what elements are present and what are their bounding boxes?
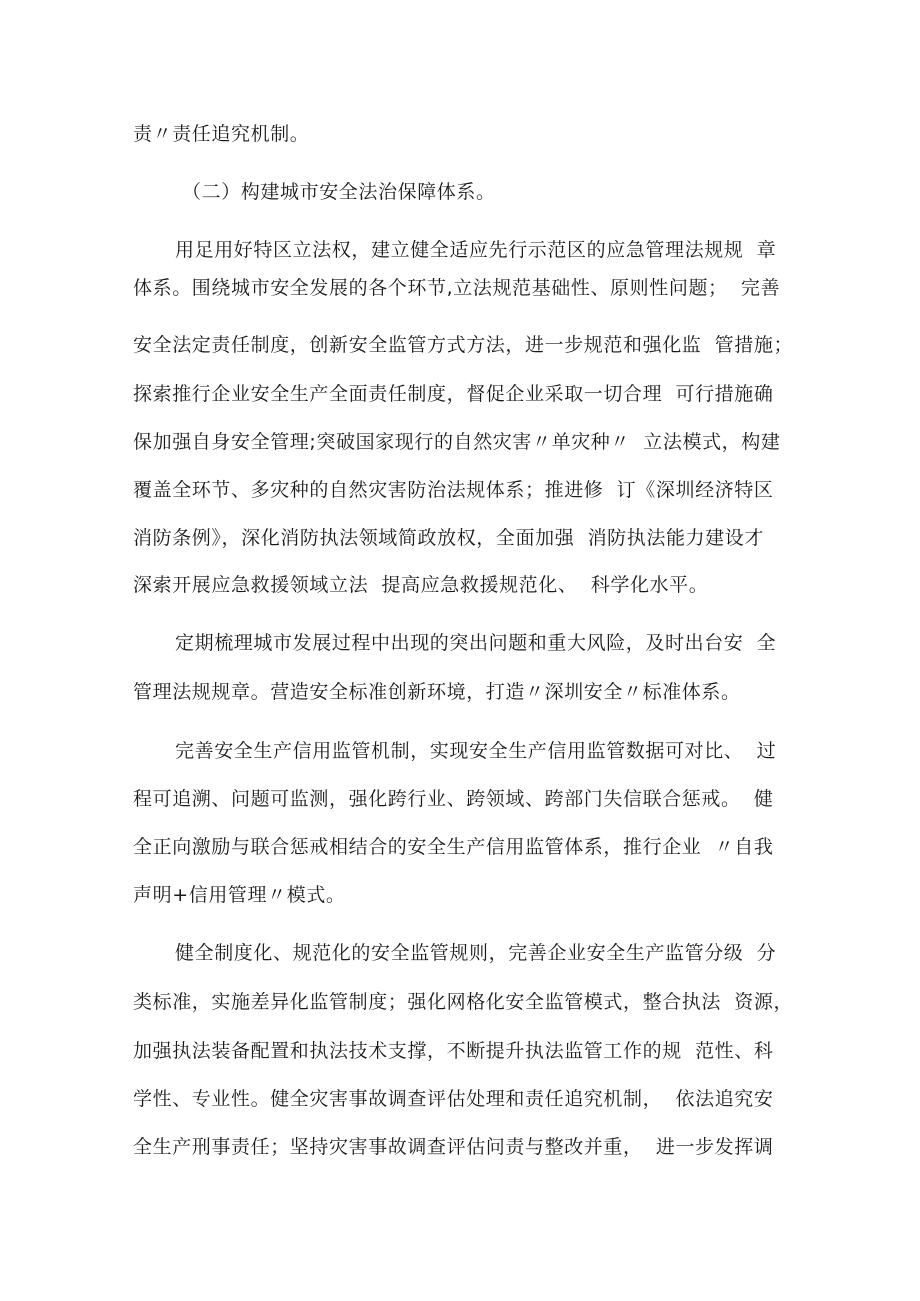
paragraph-line: 用足用好特区立法权，建立健全适应先行示范区的应急管理法规规 章 (175, 239, 777, 261)
paragraph-line: 消防条例》，深化消防执法领域简政放权，全面加强 消防执法能力建设才 (133, 527, 764, 549)
paragraph-line: 完善安全生产信用监管机制，实现安全生产信用监管数据可对比、 过 (175, 740, 777, 762)
paragraph-line: 程可追溯、问题可监测，强化跨行业、跨领域、跨部门失信联合惩戒。 健 (133, 788, 774, 810)
paragraph-line: 全正向激励与联合惩戒相结合的安全生产信用监管体系，推行企业 〃自我 (133, 836, 774, 858)
paragraph-line: 覆盖全环节、多灾种的自然灾害防治法规体系；推进修 订《深圳经济特区 (133, 479, 774, 501)
paragraph-line: 探索推行企业安全生产全面责任制度，督促企业采取一切合理 可行措施确 (133, 383, 774, 405)
paragraph-line: 加强执法装备配置和执法技术支撑，不断提升执法监管工作的规 范性、科 (133, 1040, 774, 1062)
paragraph-line: 全生产刑事责任；坚持灾害事故调查评估问责与整改并重， 进一步发挥调 (133, 1136, 774, 1158)
paragraph-line: 声明+信用管理〃模式。 (133, 884, 346, 906)
paragraph-line: 深索开展应急救援领域立法 提高应急救援规范化、 科学化水平。 (133, 574, 709, 596)
paragraph-line: 安全法定责任制度，创新安全监管方式方法，进一步规范和强化监 管措施； (133, 334, 794, 356)
paragraph-line: 类标准，实施差异化监管制度；强化网格化安全监管模式，整合执法 资源， (133, 991, 794, 1013)
paragraph-line: 体系。围绕城市安全发展的各个环节,立法规范基础性、原则性问题； 完善 (133, 277, 781, 299)
paragraph-line: 管理法规规章。营造安全标准创新环境，打造〃深圳安全〃标准体系。 (133, 681, 741, 703)
paragraph-line: 定期梳理城市发展过程中出现的突出问题和重大风险，及时出台安 全 (175, 632, 777, 654)
paragraph-line: 健全制度化、规范化的安全监管规则，完善企业安全生产监管分级 分 (175, 942, 777, 964)
text-fragment-line: 责〃责任追究机制。 (133, 123, 310, 145)
paragraph-line: 保加强自身安全管理;突破国家现行的自然灾害〃单灾种〃 立法模式，构建 (133, 431, 781, 453)
paragraph-line: 学性、专业性。健全灾害事故调查评估处理和责任追究机制， 依法追究安 (133, 1088, 774, 1110)
section-heading: （二）构建城市安全法治保障体系。 (182, 181, 496, 203)
